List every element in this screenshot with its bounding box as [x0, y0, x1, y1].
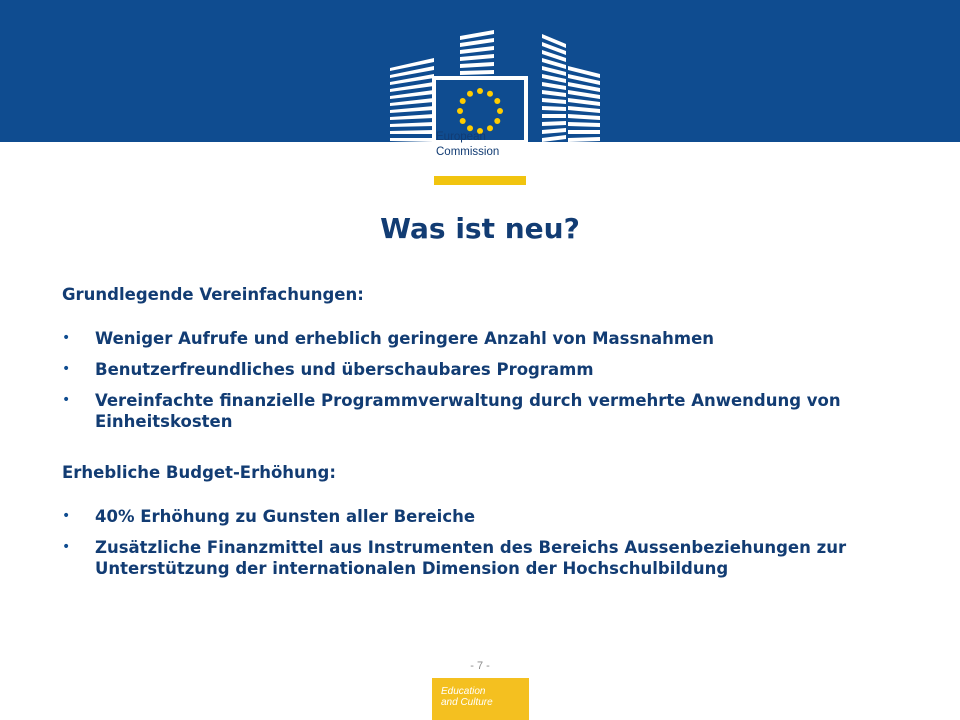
logo-wordmark — [434, 130, 528, 160]
european-commission-logo — [386, 28, 610, 188]
logo-yellow-bar — [434, 176, 526, 185]
bullet-item: • Weniger Aufrufe und erheblich geringere Anzahl von Massnahmen — [62, 328, 922, 349]
bullet-item: • Zusätzliche Finanzmittel aus Instrumenten des Bereichs Aussenbeziehungen zur Unterstützung der internationalen Dimension der Hochschulbildung — [62, 537, 922, 579]
bullet-item: • Vereinfachte finanzielle Programmverwaltung durch vermehrte Anwendung von Einheitskosten — [62, 390, 922, 432]
badge-label — [441, 686, 493, 708]
badge-line-2: and Culture — [441, 697, 493, 708]
bullet-item: • Benutzerfreundliches und überschaubares Programm — [62, 359, 922, 380]
education-culture-badge — [432, 678, 529, 720]
section-heading: Erhebliche Budget-Erhöhung: — [62, 463, 336, 482]
slide-title: Was ist neu? — [380, 212, 580, 245]
logo-line-european: European — [436, 131, 486, 143]
badge-line-1: Education — [441, 686, 486, 697]
bullet-list — [62, 506, 922, 579]
section-heading: Grundlegende Vereinfachungen: — [62, 285, 364, 304]
bullet-item: • 40% Erhöhung zu Gunsten aller Bereiche — [62, 506, 922, 527]
page-number: - 7 - — [470, 660, 490, 672]
bullet-list — [62, 328, 922, 432]
logo-line-commission: Commission — [436, 146, 500, 158]
slide-content — [62, 284, 922, 589]
